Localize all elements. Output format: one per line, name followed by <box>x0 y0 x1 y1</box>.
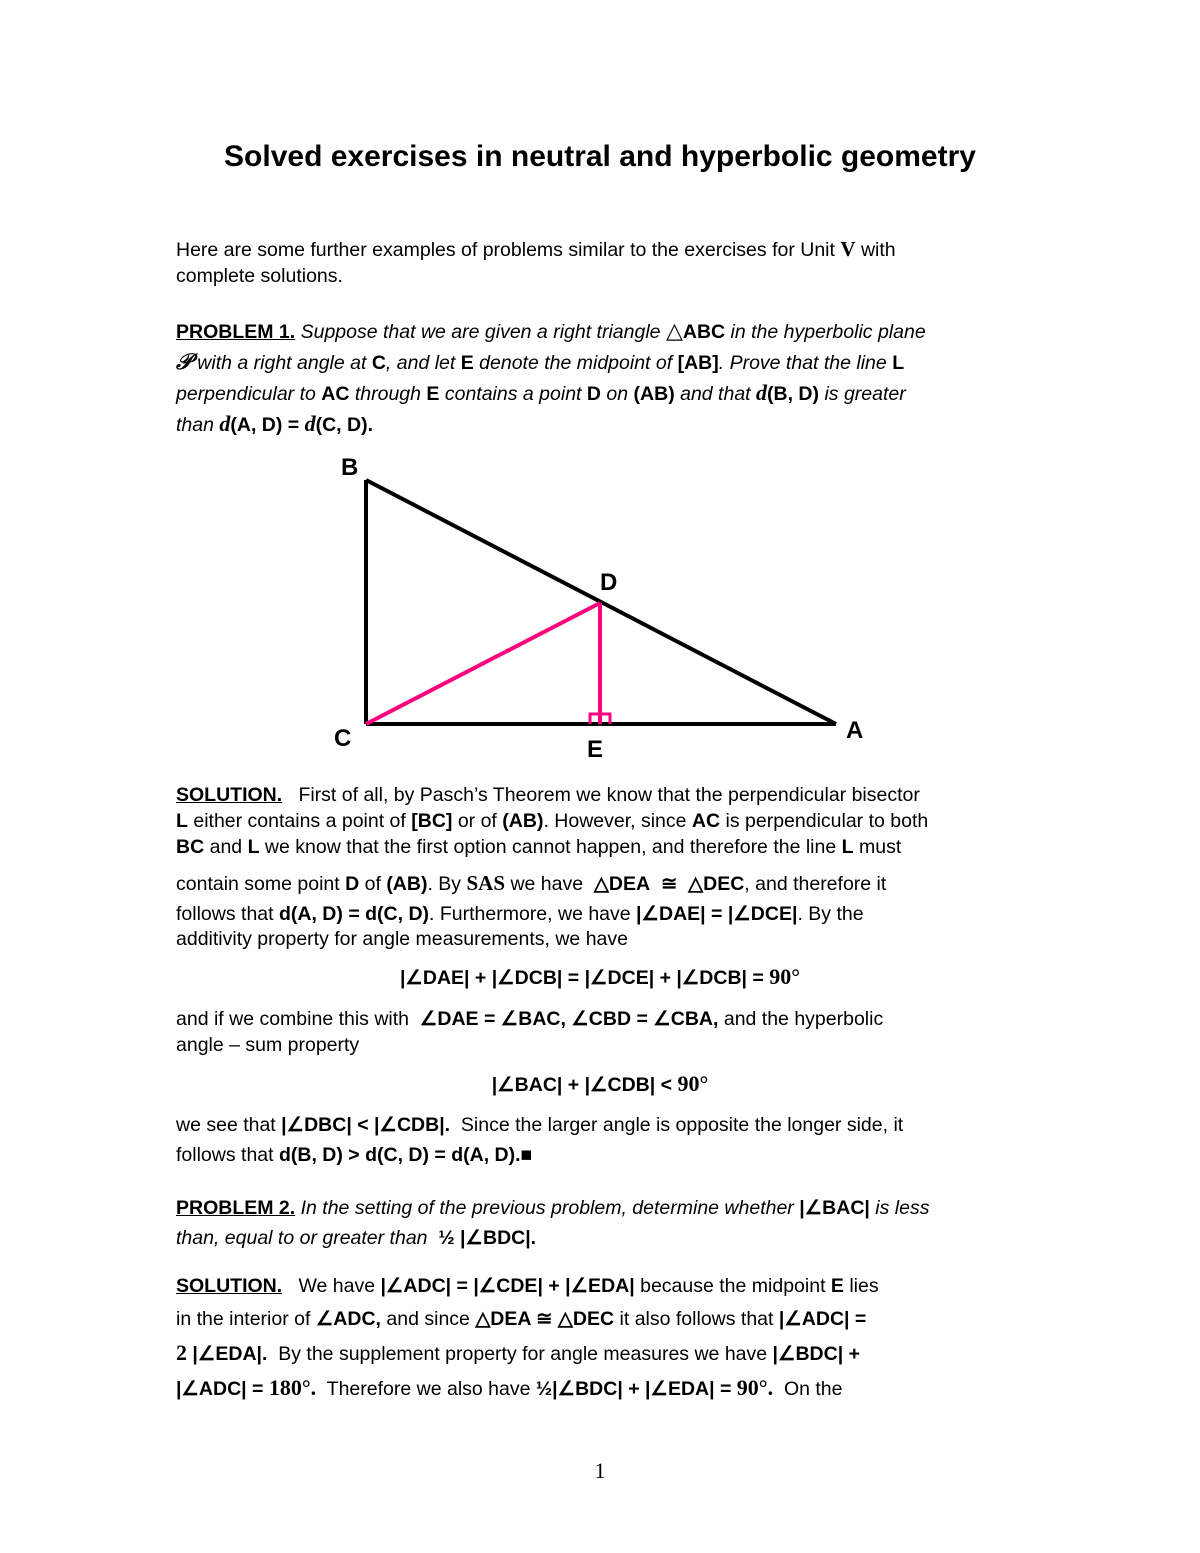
text: follows that <box>176 903 274 925</box>
text: than, equal to or greater than <box>176 1227 428 1249</box>
text: than <box>176 414 214 436</box>
text: we have <box>510 873 584 895</box>
line-label: L <box>892 352 905 374</box>
intro-paragraph <box>176 236 1036 289</box>
angle-equalities: ∠DAE = ∠BAC, ∠CBD = ∠CBA, <box>419 1008 719 1030</box>
solution-2-paragraph <box>176 1270 1036 1406</box>
angle-inequality: |∠DBC| < |∠CDB|. <box>281 1114 451 1136</box>
text: and if we combine this with <box>176 1008 410 1030</box>
text: , and let <box>385 352 456 374</box>
angle-bdc: |∠BDC| + <box>772 1343 860 1365</box>
text: First of all, by Pasch’s Theorem we know that the perpendicular bisector <box>298 784 920 806</box>
solution-1-paragraph-b <box>176 868 1036 929</box>
text: In the setting of the previous problem, determine whether <box>300 1197 794 1219</box>
equation-2 <box>0 1071 1200 1097</box>
label-a: A <box>846 717 864 744</box>
equation-1 <box>0 964 1200 990</box>
text: . Prove that the line <box>718 352 887 374</box>
problem-1-label: PROBLEM 1. <box>176 321 296 343</box>
angle-adc: |∠ADC| = <box>176 1378 264 1400</box>
distance-ad: d(A, D) <box>278 903 343 925</box>
point-label: C <box>371 352 386 374</box>
distance-args: (B, D) <box>767 383 820 405</box>
qed-square: ■ <box>520 1144 533 1166</box>
distance-cd: d(C, D) <box>365 903 430 925</box>
point-label: D <box>345 873 360 895</box>
text: Since the larger angle is opposite the longer side, it <box>460 1114 904 1136</box>
line-label: L <box>841 836 854 858</box>
ninety-degrees: 90° <box>769 964 801 989</box>
solution-2-label: SOLUTION. <box>176 1275 283 1297</box>
text: it also follows that <box>619 1308 774 1330</box>
text: in the interior of <box>176 1308 311 1330</box>
text: contain some point <box>176 873 340 895</box>
equation-text: |∠BAC| + |∠CDB| < <box>491 1074 673 1096</box>
angle-bac: |∠BAC| <box>799 1197 870 1219</box>
text: either contains a point of <box>193 810 406 832</box>
line-label: L <box>247 836 260 858</box>
text: On the <box>783 1378 843 1400</box>
intro-text-3: complete solutions. <box>176 265 343 287</box>
text: angle – sum property <box>176 1034 360 1056</box>
solution-1-line-additivity <box>176 926 1036 952</box>
text: By the supplement property for angle measures we have <box>278 1343 768 1365</box>
text: . Furthermore, we have <box>429 903 631 925</box>
text: . By the <box>797 903 864 925</box>
line-label: L <box>176 810 188 832</box>
text: and <box>209 836 243 858</box>
angle-eda: |∠EDA|. <box>192 1343 268 1365</box>
equals-sign: = <box>287 414 300 436</box>
distance-symbol: d <box>756 380 768 405</box>
solution-1-label: SOLUTION. <box>176 784 283 806</box>
text: and that <box>680 383 751 405</box>
text: is perpendicular to both <box>725 810 929 832</box>
text: Suppose that we are given a right triangle <box>300 321 661 343</box>
text: denote the midpoint of <box>479 352 673 374</box>
triangle-dec: △DEC <box>688 873 745 895</box>
angle-bdc: |∠BDC|. <box>460 1227 537 1249</box>
segment-label: AC <box>321 383 350 405</box>
text: is less <box>875 1197 930 1219</box>
text: must <box>858 836 902 858</box>
segment-label: (AB) <box>386 873 428 895</box>
angle-equation: |∠BDC| + |∠EDA| = <box>552 1378 732 1400</box>
text: . However, since <box>543 810 687 832</box>
point-label: E <box>426 383 440 405</box>
text: of <box>364 873 381 895</box>
triangle-congruence: △DEA ≅ △DEC <box>475 1308 615 1330</box>
problem-1-statement <box>176 316 1036 440</box>
angle-dce: |∠DCE| <box>727 903 798 925</box>
intro-text-2: with <box>860 239 896 261</box>
label-e: E <box>587 736 604 763</box>
text: is greater <box>824 383 906 405</box>
label-c: C <box>334 725 352 752</box>
number-two: 2 <box>176 1340 187 1365</box>
solution-1-paragraph-d <box>176 1110 1036 1170</box>
text: . By <box>427 873 462 895</box>
text: , and therefore it <box>744 873 887 895</box>
text: We have <box>298 1275 376 1297</box>
text: through <box>354 383 421 405</box>
unit-number: V <box>840 237 856 261</box>
text: we know that the first option cannot happen, and therefore the line <box>264 836 837 858</box>
intro-text: Here are some further examples of problems similar to the exercises for Unit <box>176 239 835 261</box>
segment-label: (AB) <box>633 383 675 405</box>
text: or of <box>457 810 497 832</box>
triangle-figure <box>320 445 900 775</box>
triangle-dea: △DEA <box>593 873 651 895</box>
page-number: 1 <box>594 1458 606 1483</box>
distance-symbol: d <box>304 411 316 436</box>
segment-label: BC <box>176 836 205 858</box>
text: in the hyperbolic plane <box>730 321 926 343</box>
point-label: E <box>830 1275 844 1297</box>
segment-cd <box>366 603 600 724</box>
equation-text: |∠DAE| + |∠DCB| = |∠DCE| + |∠DCB| = <box>399 967 764 989</box>
triangle-name: ABC <box>682 321 726 343</box>
text: additivity property for angle measurements, we have <box>176 928 628 950</box>
segment-label: [BC] <box>411 810 453 832</box>
triangle-symbol: △ <box>665 318 683 343</box>
solution-1-paragraph-c <box>176 1006 1036 1058</box>
text: and the hyperbolic <box>723 1008 884 1030</box>
text: because the midpoint <box>640 1275 826 1297</box>
solution-1-paragraph-a <box>176 782 1036 860</box>
one-eighty-degrees: 180°. <box>268 1375 317 1400</box>
distance-args: (C, D). <box>315 414 374 436</box>
text: perpendicular to <box>176 383 316 405</box>
ninety-degrees: 90° <box>677 1071 709 1096</box>
angle-adc: |∠ADC| = <box>778 1308 867 1330</box>
text: on <box>606 383 629 405</box>
ninety-degrees: 90°. <box>736 1375 774 1400</box>
text: we see that <box>176 1114 276 1136</box>
angle-equation: |∠ADC| = |∠CDE| + |∠EDA| <box>380 1275 635 1297</box>
text: with a right angle at <box>197 352 367 374</box>
distance-symbol: d <box>219 411 231 436</box>
angle-dae: |∠DAE| <box>636 903 706 925</box>
problem-2-statement <box>176 1193 1036 1253</box>
equals-sign: = <box>711 903 723 925</box>
text: lies <box>849 1275 879 1297</box>
final-inequality: d(B, D) > d(C, D) = d(A, D). <box>278 1144 521 1166</box>
point-label: D <box>586 383 601 405</box>
problem-2-label: PROBLEM 2. <box>176 1197 296 1219</box>
segment-label: [AB] <box>677 352 719 374</box>
distance-args: (A, D) <box>230 414 283 436</box>
text: contains a point <box>444 383 582 405</box>
segment-label: AC <box>691 810 721 832</box>
equals-sign: = <box>348 903 360 925</box>
one-half: ½ <box>535 1378 553 1400</box>
page-title: Solved exercises in neutral and hyperbolic geometry <box>224 140 976 173</box>
text: follows that <box>176 1144 274 1166</box>
text: and since <box>386 1308 470 1330</box>
sas-label: SAS <box>466 871 506 895</box>
angle-adc: ∠ADC, <box>315 1308 381 1330</box>
point-label: E <box>460 352 474 374</box>
label-b: B <box>341 454 359 481</box>
label-d: D <box>600 569 618 596</box>
plane-symbol: 𝒫 <box>176 349 192 374</box>
congruent-symbol: ≅ <box>660 873 678 895</box>
one-half: ½ <box>438 1227 455 1249</box>
segment-label: (AB) <box>502 810 544 832</box>
text: Therefore we also have <box>326 1378 531 1400</box>
